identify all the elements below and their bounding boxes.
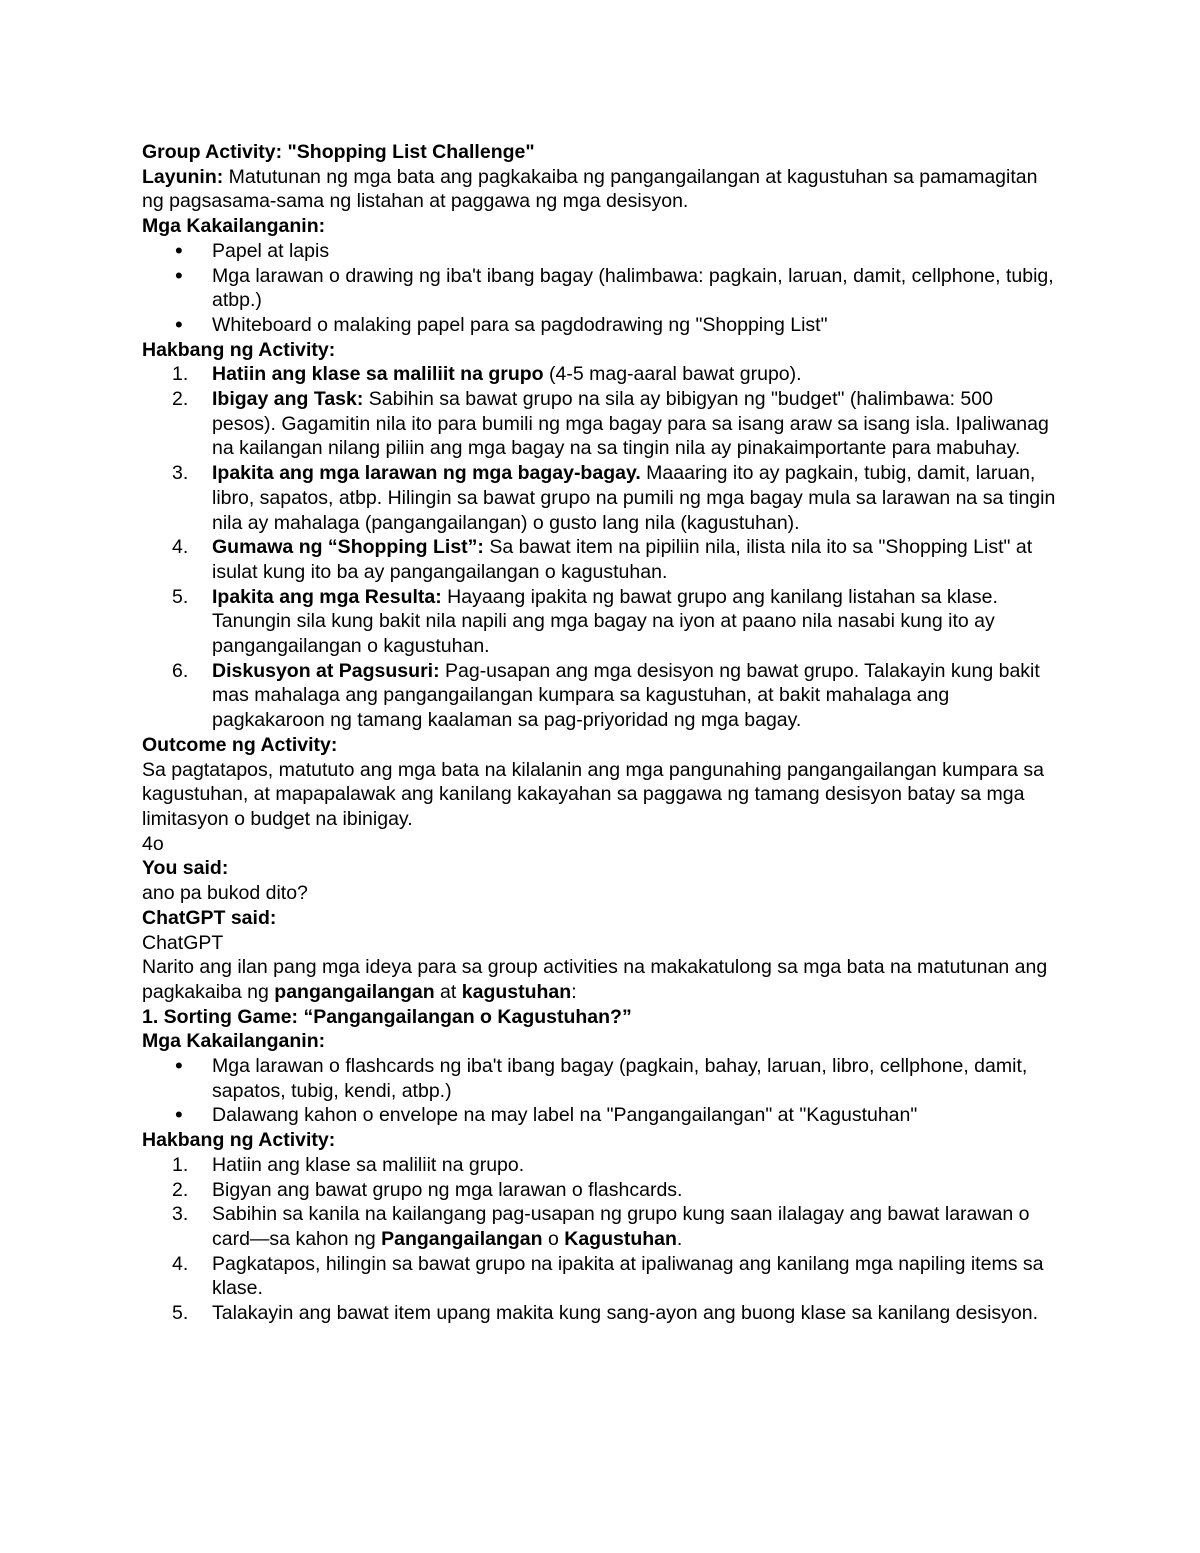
- list-item: 6. Diskusyon at Pagsusuri: Pag-usapan ang mga desisyon ng bawat grupo. Talakayin kung bakit mas mahalaga ang pangangailangan kumpara sa kagustuhan, at bakit mahalaga ang pagkakaroon ng tamang kaalaman sa pag-priyoridad ng mga bagay.: [172, 659, 1040, 732]
- list-number: 1.: [172, 1153, 189, 1176]
- list-number: 5.: [172, 1302, 189, 1325]
- list-item: 3. Ipakita ang mga larawan ng mga bagay-bagay. Maaaring ito ay pagkain, tubig, damit, laruan, libro, sapatos, atbp. Hilingin sa bawat grupo na pumili ng mga bagay mula sa larawan na sa tingin nila ay mahalaga (pangangailangan) o gusto lang nila (kagustuhan).: [172, 462, 1056, 534]
- list-number: 5.: [172, 585, 189, 608]
- list-item: • Whiteboard o malaking papel para sa pagdodrawing ng "Shopping List": [142, 313, 1062, 338]
- list-item: 2. Bigyan ang bawat grupo ng mga larawan o flashcards.: [172, 1178, 683, 1201]
- steps-list-2: [142, 1153, 1062, 1326]
- user-message: ano pa bukod dito?: [142, 882, 308, 905]
- objective-label: Layunin:: [142, 165, 224, 188]
- list-number: 1.: [172, 363, 189, 386]
- list-item: 1. Hatiin ang klase sa maliliit na grupo (4-5 mag-aaral bawat grupo).: [172, 363, 802, 386]
- list-item: 5. Ipakita ang mga Resulta: Hayaang ipakita ng bawat grupo ang kanilang listahan sa klase. Tanungin sila kung bakit nila napili ang mga bagay na iyon at paano nila nasabi kung ito ay pangangailangan o kagustuhan.: [172, 585, 998, 658]
- sorting-game-heading: 1. Sorting Game: “Pangangailangan o Kagustuhan?”: [142, 1005, 632, 1028]
- bullet-icon: [175, 1054, 195, 1080]
- materials-list: [142, 239, 1062, 338]
- list-item: 4. Gumawa ng “Shopping List”: Sa bawat item na pipiliin nila, ilista nila ito sa "Shopping List" at isulat kung ito ba ay pangangailangan o kagustuhan.: [172, 536, 1033, 583]
- activity-title: Group Activity: "Shopping List Challenge": [142, 141, 535, 163]
- list-item: 5. Talakayin ang bawat item upang makita kung sang-ayon ang buong klase sa kanilang desisyon.: [172, 1302, 1039, 1325]
- assistant-intro: Narito ang ilan pang mga ideya para sa group activities na makakatulong sa mga bata na matutunan ang pagkakaiba ng pangangailangan at kagustuhan:: [142, 956, 1048, 1003]
- list-number: 4.: [172, 1252, 189, 1275]
- list-number: 2.: [172, 388, 189, 411]
- bullet-icon: [175, 239, 195, 265]
- list-item: • Papel at lapis: [142, 239, 1062, 264]
- objective-paragraph: [142, 165, 1062, 214]
- list-item: 4. Pagkatapos, hilingin sa bawat grupo na ipakita at ipaliwanag ang kanilang mga napiling items sa klase.: [172, 1252, 1044, 1300]
- outcome-heading: Outcome ng Activity:: [142, 733, 338, 756]
- materials-heading: Mga Kakailanganin:: [142, 215, 326, 238]
- list-item: 2. Ibigay ang Task: Sabihin sa bawat grupo na sila ay bibigyan ng "budget" (halimbawa: 500 pesos). Gagamitin nila ito para bumili ng mga bagay para sa isang araw sa isang isla. Ipaliwanag na kailangan nilang piliin ang mga bagay na sa tingin nila ay pinakaimportante para mabuhay.: [172, 388, 1049, 460]
- list-item: 3. Sabihin sa kanila na kailangang pag-usapan ng grupo kung saan ilalagay ang bawat larawan o card—sa kahon ng Pangangailangan o Kagustuhan.: [172, 1203, 1030, 1250]
- steps-heading-2: Hakbang ng Activity:: [142, 1129, 336, 1152]
- objective-text: Matutunan ng mga bata ang pagkakaiba ng pangangailangan at kagustuhan sa pamamagitan ng pagsasama-sama ng listahan at paggawa ng mga desisyon.: [142, 165, 1038, 213]
- bullet-icon: [175, 1103, 195, 1129]
- list-number: 2.: [172, 1178, 189, 1201]
- outcome-text: Sa pagtatapos, matututo ang mga bata na kilalanin ang mga pangunahing pangangailangan kumpara sa kagustuhan, at mapapalawak ang kanilang kakayahan sa paggawa ng tamang desisyon batay sa mga limitasyon o budget na ibinigay.: [142, 758, 1045, 830]
- list-item: • Mga larawan o drawing ng iba't ibang bagay (halimbawa: pagkain, laruan, damit, cellphone, tubig, atbp.): [142, 264, 1062, 313]
- steps-heading: Hakbang ng Activity:: [142, 338, 336, 361]
- model-tag: 4o: [142, 832, 164, 855]
- steps-list: [142, 362, 1062, 733]
- list-item: • Dalawang kahon o envelope na may label na "Pangangailangan" at "Kagustuhan": [142, 1103, 1062, 1128]
- materials-heading-2: Mga Kakailanganin:: [142, 1030, 326, 1053]
- assistant-name: ChatGPT: [142, 931, 224, 954]
- user-label: You said:: [142, 857, 229, 880]
- document-page: [142, 140, 1062, 1326]
- list-item: 1. Hatiin ang klase sa maliliit na grupo.: [172, 1153, 525, 1176]
- list-number: 3.: [172, 1203, 189, 1226]
- list-number: 6.: [172, 659, 189, 682]
- list-number: 3.: [172, 462, 189, 485]
- list-item: • Mga larawan o flashcards ng iba't ibang bagay (pagkain, bahay, laruan, libro, cellphone, damit, sapatos, tubig, kendi, atbp.): [142, 1054, 1062, 1103]
- bullet-icon: [175, 313, 195, 339]
- list-number: 4.: [172, 536, 189, 559]
- assistant-label: ChatGPT said:: [142, 906, 277, 929]
- bullet-icon: [175, 264, 195, 290]
- materials-list-2: [142, 1054, 1062, 1128]
